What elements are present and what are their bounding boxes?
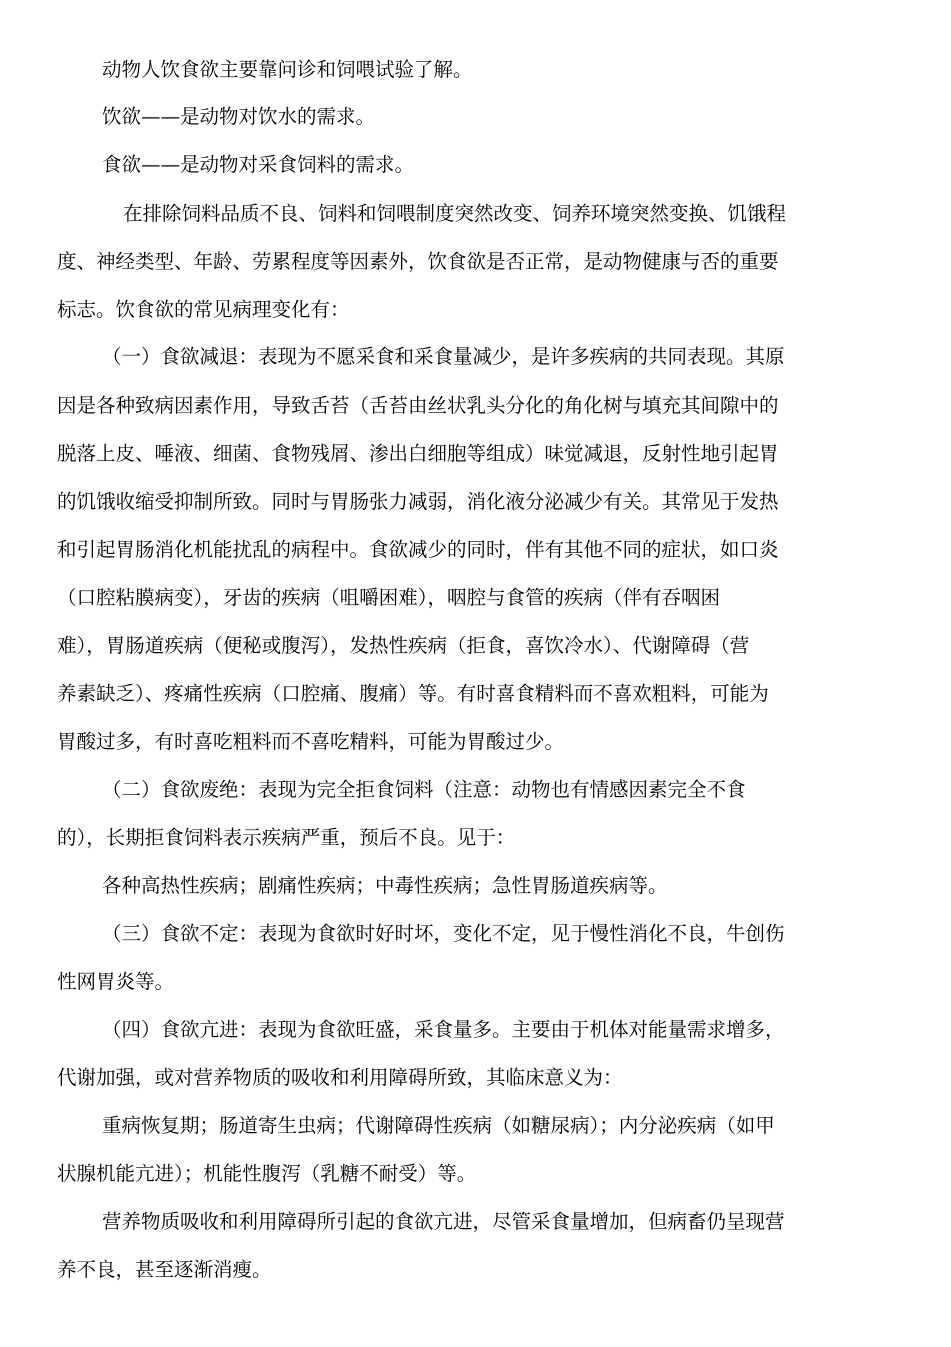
text-line: 各种高热性疾病；剧痛性疾病；中毒性疾病；急性胃肠道疾病等。 [102, 874, 668, 897]
text-line: （二）食欲废绝：表现为完全拒食饲料（注意：动物也有情感因素完全不食 [102, 778, 746, 801]
text-line: 和引起胃肠消化机能扰乱的病程中。食欲减少的同时，伴有其他不同的症状，如口炎 [57, 538, 779, 561]
text-line: 代谢加强，或对营养物质的吸收和利用障碍所致，其临床意义为： [57, 1066, 623, 1089]
text-line: 养不良，甚至逐渐消瘦。 [57, 1258, 272, 1281]
text-line: （三）食欲不定：表现为食欲时好时坏，变化不定，见于慢性消化不良，牛创伤 [102, 922, 785, 945]
text-line: 胃酸过多，有时喜吃粗料而不喜吃精料，可能为胃酸过少。 [57, 730, 565, 753]
text-line: 饮欲——是动物对饮水的需求。 [102, 105, 376, 128]
text-line: 脱落上皮、唾液、细菌、食物残屑、渗出白细胞等组成）味觉减退，反射性地引起胃 [57, 442, 779, 465]
text-line: （一）食欲减退：表现为不愿采食和采食量减少，是许多疾病的共同表现。其原 [102, 345, 785, 368]
text-line: 状腺机能亢进）；机能性腹泻（乳糖不耐受）等。 [57, 1162, 477, 1185]
text-line: 的饥饿收缩受抑制所致。同时与胃肠张力减弱，消化液分泌减少有关。其常见于发热 [57, 490, 779, 513]
text-line: 难），胃肠道疾病（便秘或腹泻），发热性疾病（拒食，喜饮冷水）、代谢障碍（营 [57, 634, 750, 657]
text-line: 营养物质吸收和利用障碍所引起的食欲亢进，尽管采食量增加，但病畜仍呈现营 [102, 1210, 785, 1233]
text-line: 重病恢复期；肠道寄生虫病；代谢障碍性疾病（如糖尿病）；内分泌疾病（如甲 [102, 1114, 775, 1137]
text-line: 养素缺乏）、疼痛性疾病（口腔痛、腹痛）等。有时喜食精料而不喜欢粗料，可能为 [57, 682, 769, 705]
text-line: 性网胃炎等。 [57, 970, 175, 993]
text-line: 因是各种致病因素作用，导致舌苔（舌苔由丝状乳头分化的角化树与填充其间隙中的 [57, 394, 779, 417]
text-line: 动物人饮食欲主要靠问诊和饲喂试验了解。 [102, 58, 473, 81]
text-line: 在排除饲料品质不良、饲料和饲喂制度突然改变、饲养环境突然变换、饥饿程 [123, 202, 787, 225]
text-line: （四）食欲亢进：表现为食欲旺盛，采食量多。主要由于机体对能量需求增多， [102, 1018, 785, 1041]
text-line: 度、神经类型、年龄、劳累程度等因素外，饮食欲是否正常，是动物健康与否的重要 [57, 250, 779, 273]
text-line: 食欲——是动物对采食饲料的需求。 [102, 153, 415, 176]
text-line: （口腔粘膜病变），牙齿的疾病（咀嚼困难），咽腔与食管的疾病（伴有吞咽困 [57, 586, 721, 609]
text-line: 的），长期拒食饲料表示疾病严重，预后不良。见于： [57, 826, 516, 849]
text-line: 标志。饮食欲的常见病理变化有： [57, 298, 350, 321]
